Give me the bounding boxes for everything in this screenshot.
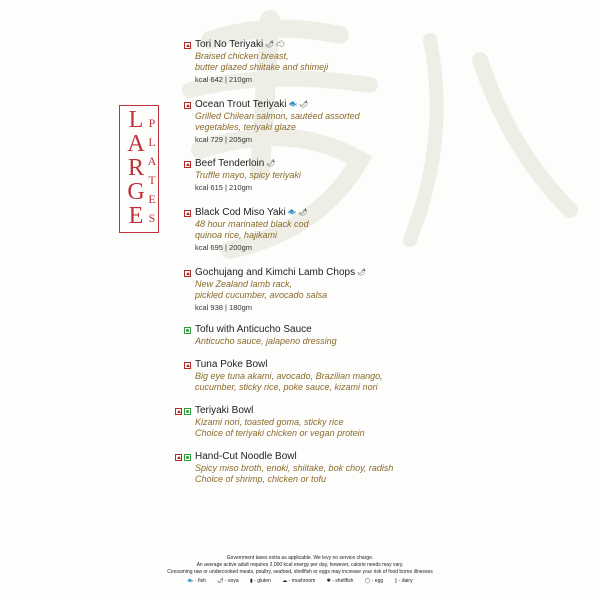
item-description: quinoa rice, hajikami <box>195 230 278 240</box>
legend-gluten: ▮ - gluten <box>250 578 271 584</box>
menu-item <box>174 451 474 485</box>
allergen-icons: 🌶 ☁ <box>265 41 285 48</box>
diet-marks <box>184 161 191 168</box>
item-name: Beef Tenderloin <box>195 158 265 169</box>
item-description: 48 hour marinated black cod <box>195 219 309 229</box>
allergen-icons: 🐟 🌶 <box>287 209 308 216</box>
title-small-word <box>146 114 158 228</box>
footer <box>0 555 600 585</box>
non-veg-mark-icon <box>175 408 182 415</box>
non-veg-mark-icon <box>184 210 191 217</box>
diet-marks <box>175 454 191 461</box>
item-name: Tori No Teriyaki <box>195 39 264 50</box>
item-name: Hand-Cut Noodle Bowl <box>195 451 297 462</box>
title-letter: E <box>128 203 144 229</box>
title-letter: P <box>148 116 156 130</box>
item-description: Kizami nori, toasted goma, sticky rice <box>195 417 344 427</box>
item-description: Choice of shrimp, chicken or tofu <box>195 474 327 484</box>
item-description: Braised chicken breast, <box>195 51 289 61</box>
item-description: New Zealand lamb rack, <box>195 279 293 289</box>
diet-marks <box>184 42 191 49</box>
title-letter: A <box>127 131 145 157</box>
tax-note: Government taxes extra as applicable. We levy no service charge. <box>226 555 374 561</box>
item-name: Black Cod Miso Yaki <box>195 207 286 218</box>
non-veg-mark-icon <box>175 454 182 461</box>
veg-mark-icon <box>184 454 191 461</box>
diet-marks <box>184 270 191 277</box>
item-kcal: kcal 695 | 200gm <box>195 243 252 252</box>
item-name: Teriyaki Bowl <box>195 405 254 416</box>
calorie-note: An average active adult requires 2,000 kcal energy per day, however, calorie needs may vary. <box>196 562 404 568</box>
non-veg-mark-icon <box>184 102 191 109</box>
item-description: butter glazed shiitake and shimeji <box>195 62 329 72</box>
menu-item <box>174 405 474 439</box>
item-name: Gochujang and Kimchi Lamb Chops <box>195 267 356 278</box>
item-name: Tuna Poke Bowl <box>195 359 268 370</box>
title-letter: L <box>148 135 156 149</box>
non-veg-mark-icon <box>184 362 191 369</box>
diet-marks <box>184 102 191 109</box>
allergen-icons: 🌶 <box>357 269 366 276</box>
veg-mark-icon <box>184 327 191 334</box>
menu-item <box>174 158 474 194</box>
legend-dairy: ▯ - dairy <box>394 578 413 584</box>
menu-item <box>174 39 474 86</box>
title-letter: S <box>148 211 156 225</box>
menu-item <box>174 359 474 393</box>
item-kcal: kcal 938 | 180gm <box>195 303 252 312</box>
item-description: vegetables, teriyaki glaze <box>195 122 297 132</box>
item-description: Grilled Chilean salmon, sautéed assorted <box>195 111 360 121</box>
menu-item <box>174 267 474 314</box>
allergen-icons: 🌶 <box>266 160 276 167</box>
item-name: Ocean Trout Teriyaki <box>195 99 287 110</box>
menu-item <box>174 324 474 347</box>
legend-shellfish: ✱ - shellfish <box>326 578 354 584</box>
title-letter: R <box>127 155 144 181</box>
title-large-word <box>125 108 147 228</box>
title-letter: E <box>148 192 156 206</box>
item-description: Spicy miso broth, enoki, shiitake, bok choy, radish <box>195 463 394 473</box>
item-description: Big eye tuna akami, avocado, Brazilian mango, <box>195 371 383 381</box>
large-plates-title <box>119 105 159 233</box>
non-veg-mark-icon <box>184 270 191 277</box>
item-description: Choice of teriyaki chicken or vegan protein <box>195 428 365 438</box>
item-description: Anticucho sauce, jalapeno dressing <box>195 336 337 346</box>
allergen-legend <box>0 578 600 585</box>
title-letter: T <box>148 173 156 187</box>
title-letter: L <box>128 107 144 133</box>
legend-soya: 🌶 - soya <box>217 578 239 584</box>
item-kcal: kcal 642 | 210gm <box>195 75 252 84</box>
diet-marks <box>184 210 191 217</box>
legend-mushroom: ☁ - mushroom <box>282 578 316 584</box>
diet-marks <box>184 362 191 369</box>
raw-food-warning: Consuming raw or undercooked meats, poultry, seafood, shellfish or eggs may increase your risk of food borne illnesses <box>167 569 433 575</box>
legend-egg: ◯ - egg <box>364 578 384 584</box>
item-name: Tofu with Anticucho Sauce <box>195 324 312 335</box>
item-description: pickled cucumber, avocado salsa <box>195 290 328 300</box>
item-description: cucumber, sticky rice, poke sauce, kizami nori <box>195 382 378 392</box>
item-description: Truffle mayo, spicy teriyaki <box>195 170 301 180</box>
item-kcal: kcal 615 | 210gm <box>195 183 252 192</box>
allergen-icons: 🐟 🌶 <box>288 101 309 108</box>
diet-marks <box>175 408 191 415</box>
item-kcal: kcal 729 | 205gm <box>195 135 252 144</box>
menu-item <box>174 207 474 254</box>
menu-item <box>174 99 474 146</box>
title-letter: G <box>127 179 145 205</box>
non-veg-mark-icon <box>184 161 191 168</box>
diet-marks <box>184 327 191 334</box>
non-veg-mark-icon <box>184 42 191 49</box>
legend-fish: 🐟 - fish <box>187 578 206 584</box>
veg-mark-icon <box>184 408 191 415</box>
title-letter: A <box>147 154 157 168</box>
menu-list <box>174 39 474 485</box>
